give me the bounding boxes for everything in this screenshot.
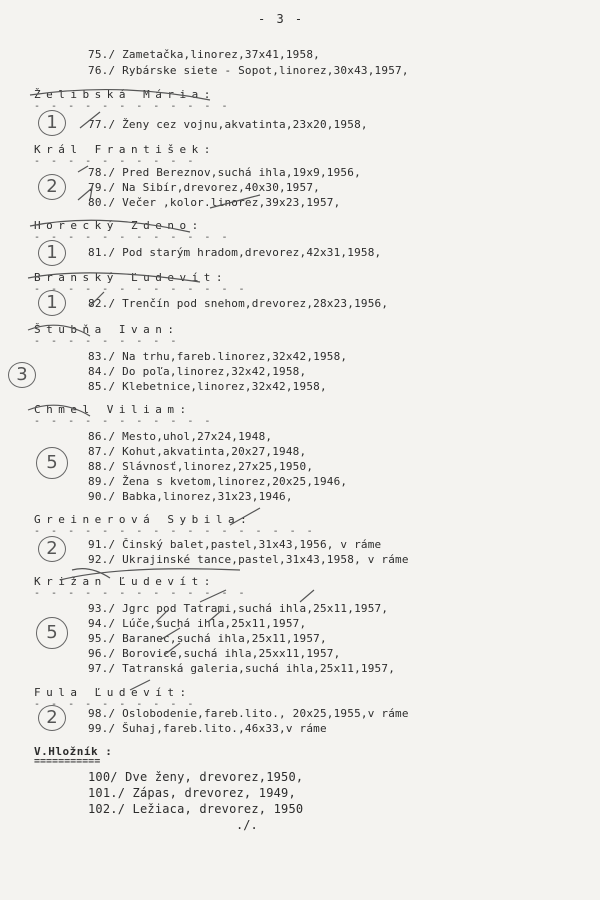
underline-dashes: - - - - - - - - - - - - - - - - - bbox=[34, 526, 316, 537]
entry-line: 83./ Na trhu,fareb.linorez,32x42,1958, bbox=[88, 350, 348, 363]
entry-line: 102./ Ležiaca, drevorez, 1950 bbox=[88, 802, 304, 816]
handwritten-count-mark: 2 bbox=[38, 705, 66, 731]
entry-line: 78./ Pred Bereznov,suchá ihla,19x9,1956, bbox=[88, 166, 361, 179]
entry-line: 88./ Slávnosť,linorez,27x25,1950, bbox=[88, 460, 314, 473]
entry-line: 86./ Mesto,uhol,27x24,1948, bbox=[88, 430, 273, 443]
artist-name: Fula Ľudevít: bbox=[34, 686, 192, 699]
entry-line: 100/ Dve ženy, drevorez,1950, bbox=[88, 770, 304, 784]
entry-line: 75./ Zametačka,linorez,37x41,1958, bbox=[88, 48, 320, 61]
underline-dashes: - - - - - - - - - - - - - bbox=[34, 588, 248, 599]
artist-name: Král František: bbox=[34, 143, 216, 156]
handwritten-count-mark: 3 bbox=[8, 362, 36, 388]
entry-line: 98./ Oslobodenie,fareb.lito., 20x25,1955,v ráme bbox=[88, 707, 409, 720]
entry-line: 80./ Večer ,kolor.linorez,39x23,1957, bbox=[88, 196, 341, 209]
entry-line: 89./ Žena s kvetom,linorez,20x25,1946, bbox=[88, 475, 348, 488]
handwritten-count-mark: 1 bbox=[38, 240, 66, 266]
underline-dashes: - - - - - - - - - bbox=[34, 336, 179, 347]
underline-equals: =========== bbox=[34, 756, 101, 767]
artist-name: Greinerová Sybila: bbox=[34, 513, 253, 526]
entry-line: 84./ Do poľa,linorez,32x42,1958, bbox=[88, 365, 307, 378]
end-mark: ./. bbox=[236, 818, 258, 832]
artist-name: Branský Ľudevít: bbox=[34, 271, 228, 284]
artist-name: Križan Ľudevít: bbox=[34, 575, 216, 588]
entry-line: 91./ Činský balet,pastel,31x43,1956, v ráme bbox=[88, 538, 382, 551]
handwritten-count-mark: 2 bbox=[38, 536, 66, 562]
underline-dashes: - - - - - - - - - - - - bbox=[34, 101, 230, 112]
entry-line: 94./ Lúče,suchá ihla,25x11,1957, bbox=[88, 617, 307, 630]
artist-name: V.Hložník : bbox=[34, 745, 113, 758]
page-number: - 3 - bbox=[258, 12, 305, 26]
entry-line: 97./ Tatranská galeria,suchá ihla,25x11,1957, bbox=[88, 662, 396, 675]
handwritten-count-mark: 5 bbox=[36, 617, 68, 649]
handwritten-count-mark: 1 bbox=[38, 290, 66, 316]
handwritten-count-mark: 5 bbox=[36, 447, 68, 479]
entry-line: 79./ Na Sibír,drevorez,40x30,1957, bbox=[88, 181, 320, 194]
underline-dashes: - - - - - - - - - - bbox=[34, 156, 196, 167]
entry-line: 76./ Rybárske siete - Sopot,linorez,30x43,1957, bbox=[88, 64, 409, 77]
underline-dashes: - - - - - - - - - - - - bbox=[34, 232, 230, 243]
entry-line: 93./ Jgrc pod Tatrami,suchá ihla,25x11,1957, bbox=[88, 602, 389, 615]
artist-name: Želibská Mária: bbox=[34, 88, 216, 101]
entry-line: 82./ Trenčín pod snehom,drevorez,28x23,1956, bbox=[88, 297, 389, 310]
entry-line: 96./ Borovice,suchá ihla,25xx11,1957, bbox=[88, 647, 341, 660]
entry-line: 95./ Baranec,suchá ihla,25x11,1957, bbox=[88, 632, 327, 645]
handwritten-count-mark: 2 bbox=[38, 174, 66, 200]
underline-dashes: - - - - - - - - - - - bbox=[34, 416, 213, 427]
artist-name: Štubňa Ivan: bbox=[34, 323, 180, 336]
entry-line: 92./ Ukrajinské tance,pastel,31x43,1958, v ráme bbox=[88, 553, 409, 566]
entry-line: 77./ Ženy cez vojnu,akvatinta,23x20,1958, bbox=[88, 118, 368, 131]
underline-dashes: - - - - - - - - - - bbox=[34, 699, 196, 710]
handwritten-count-mark: 1 bbox=[38, 110, 66, 136]
entry-line: 81./ Pod starým hradom,drevorez,42x31,1958, bbox=[88, 246, 382, 259]
entry-line: 99./ Šuhaj,fareb.lito.,46x33,v ráme bbox=[88, 722, 327, 735]
underline-dashes: - - - - - - - - - - - - - bbox=[34, 284, 248, 295]
artist-name: Chmel Viliam: bbox=[34, 403, 192, 416]
artist-name: Horecký Zdeno: bbox=[34, 219, 204, 232]
entry-line: 101./ Zápas, drevorez, 1949, bbox=[88, 786, 296, 800]
entry-line: 85./ Klebetnice,linorez,32x42,1958, bbox=[88, 380, 327, 393]
entry-line: 90./ Babka,linorez,31x23,1946, bbox=[88, 490, 293, 503]
entry-line: 87./ Kohut,akvatinta,20x27,1948, bbox=[88, 445, 307, 458]
